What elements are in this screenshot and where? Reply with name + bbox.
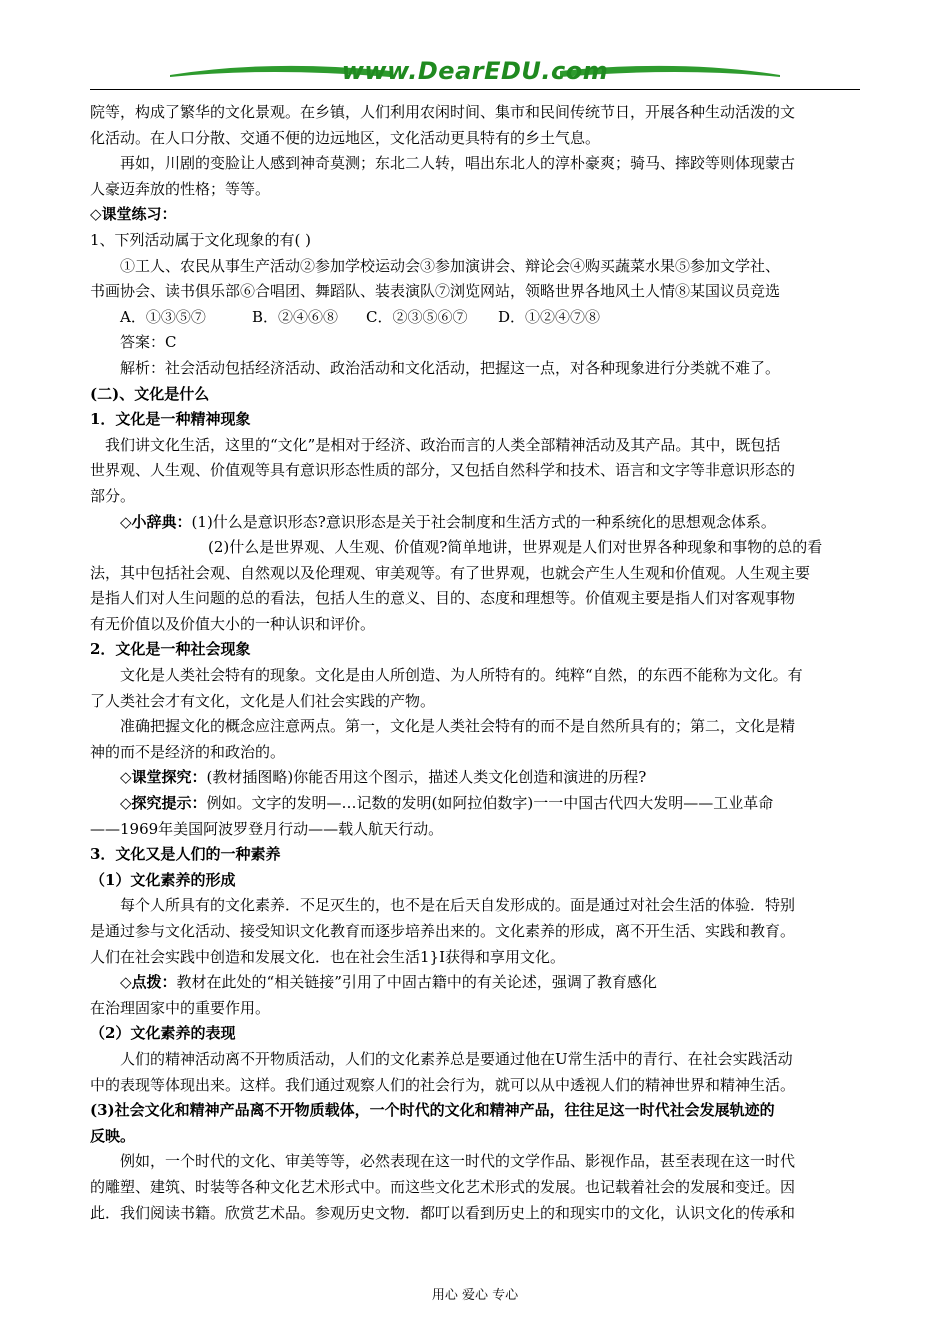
hint-label: ◇探究提示： [120, 794, 207, 813]
text-line: 我们讲文化生活，这里的“文化”是相对于经济、政治而言的人类全部精神活动及其产品。其中，既包括 [105, 435, 781, 454]
text-line: 有无价值以及价值大小的一种认识和评价。 [90, 614, 376, 633]
hint-line [90, 791, 862, 817]
text-line: 此．我们阅读书籍。欣赏艺术品。参观历史文物．都叮以看到历史上的和现实巾的文化，认识文化的传承和 [90, 1203, 796, 1222]
hint-text: 例如。文字的发明—…记数的发明(如阿拉伯数字)一一中国古代四大发明——工业革命 [206, 794, 774, 813]
option-d: D．①②④⑦⑧ [498, 307, 601, 326]
subsection-heading: 2．文化是一种社会现象 [90, 640, 251, 659]
dictionary-text: (1)什么是意识形态?意识形态是关于社会制度和生活方式的一种系统化的思想观念体系。 [191, 512, 776, 531]
explore-line [90, 765, 862, 791]
text-line: 了人类社会才有文化，文化是人们社会实践的产物。 [90, 691, 436, 710]
text-line: 化活动。在人口分散、交通不便的边远地区，文化活动更具特有的乡土气息。 [90, 128, 601, 147]
text-line: (2)什么是世界观、人生观、价值观?简单地讲，世界观是人们对世界各种现象和事物的总的看 [208, 538, 823, 557]
page-footer: 用心 爱心 专心 [431, 1288, 519, 1303]
dictionary-label: ◇小辞典： [120, 512, 192, 531]
page-header [90, 55, 860, 91]
text-line: 文化是人类社会特有的现象。文化是由人所创造、为人所特有的。纯粹“自然，的东西不能称为文化。有 [120, 666, 803, 685]
text-line: 是指人们对人生问题的总的看法，包括人生的意义、目的、态度和理想等。价值观主要是指人们对客观事物 [90, 589, 796, 608]
tip-text: 教材在此处的“相关链接”引用了中固古籍中的有关论述，强调了教育感化 [176, 973, 657, 992]
text-line: 例如，一个时代的文化、审美等等，必然表现在这一时代的文学作品、影视作品，甚至表现在这一时代 [120, 1152, 796, 1171]
subsection-heading: 3．文化又是人们的一种素养 [90, 845, 281, 864]
text-line: 准确把握文化的概念应注意两点。第一，文化是人类社会特有的而不是自然所具有的；第二，文化是精 [120, 717, 796, 736]
option-a: A．①③⑤⑦ [120, 307, 206, 326]
practice-heading: ◇课堂练习： [90, 205, 177, 224]
explore-label: ◇课堂探究： [120, 768, 207, 787]
tip-line [90, 970, 862, 996]
text-line: 中的表现等体现出来。这样。我们通过观察人们的社会行为，就可以从中透视人们的精神世界和精神生活。 [90, 1075, 796, 1094]
option-b: B．②④⑥⑧ [252, 307, 339, 326]
text-line: 再如，川剧的变脸让人感到神奇莫测；东北二人转，唱出东北人的淳朴豪爽；骑马、摔跤等则体现蒙古 [120, 154, 796, 173]
option-c: C．②③⑤⑥⑦ [366, 307, 468, 326]
bold-statement: 反映。 [90, 1126, 136, 1145]
bold-statement: (3)社会文化和精神产品离不开物质载体，一个时代的文化和精神产品，往往足这一时代社会发展轨迹的 [90, 1101, 775, 1120]
dictionary-line [90, 510, 862, 536]
text-line: 在治理固家中的重要作用。 [90, 998, 271, 1017]
question-line: 1、下列活动属于文化现象的有( ) [90, 230, 312, 249]
subsection-heading: （2）文化素养的表现 [90, 1024, 236, 1043]
text-line: 每个人所具有的文化素养．不足灭生的，也不是在后天自发形成的。面是通过对社会生活的体验．特别 [120, 896, 796, 915]
text-line: 的雕塑、建筑、时装等各种文化艺术形式中。而这些文化艺术形式的发展。也记载着社会的发展和变迁。因 [90, 1177, 796, 1196]
explore-text: (教材插图略)你能否用这个图示，描述人类文化创造和演进的历程? [206, 768, 647, 787]
text-line: 法，其中包括社会观、自然观以及伦理观、审美观等。有了世界观，也就会产生人生观和价值观。人生观主要 [90, 563, 811, 582]
header-rule [90, 89, 860, 90]
text-line: 书画协会、读书俱乐部⑥合唱团、舞蹈队、装表演队⑦浏览网站，领略世界各地风土人情⑧某国议员竞选 [90, 282, 781, 301]
section-heading: (二)、文化是什么 [90, 384, 210, 403]
text-line: 院等，构成了繁华的文化景观。在乡镇，人们利用农闲时间、集市和民间传统节日，开展各种生动活泼的文 [90, 103, 796, 121]
subsection-heading: 1．文化是一种精神现象 [90, 410, 251, 429]
document-body [90, 100, 862, 1226]
text-line: ①工人、农民从事生产活动②参加学校运动会③参加演讲会、辩论会④购买蔬菜水果⑤参加文学社、 [120, 256, 781, 275]
site-logo-text[interactable]: www.DearEDU.com [341, 57, 609, 85]
text-line: 是通过参与文化活动、接受知识文化教育而逐步培养出来的。文化素养的形成，离不开生活、实践和教育。 [90, 922, 796, 940]
text-line: 神的而不是经济的和政治的。 [90, 742, 286, 761]
text-line: 人们在社会实践中创造和发展文化．也在社会生活1}I获得和享用文化。 [90, 947, 566, 966]
analysis-line: 解析：社会活动包括经济活动、政治活动和文化活动，把握这一点，对各种现象进行分类就不难了。 [120, 358, 781, 377]
subsection-heading: （1）文化素养的形成 [90, 870, 236, 889]
text-line: 部分。 [90, 486, 136, 505]
text-line: 人们的精神活动离不开物质活动，人们的文化素养总是要通过他在U常生活中的青行、在社会实践活动 [120, 1049, 793, 1068]
answer-options [90, 305, 862, 331]
tip-label: ◇点拨： [120, 973, 177, 992]
text-line: 世界观、人生观、价值观等具有意识形态性质的部分，又包括自然科学和技术、语言和文字等非意识形态的 [90, 461, 796, 480]
text-line: ——1969年美国阿波罗登月行动——载人航天行动。 [90, 819, 444, 838]
answer-line: 答案：C [120, 333, 177, 352]
text-line: 人豪迈奔放的性格；等等。 [90, 179, 271, 198]
